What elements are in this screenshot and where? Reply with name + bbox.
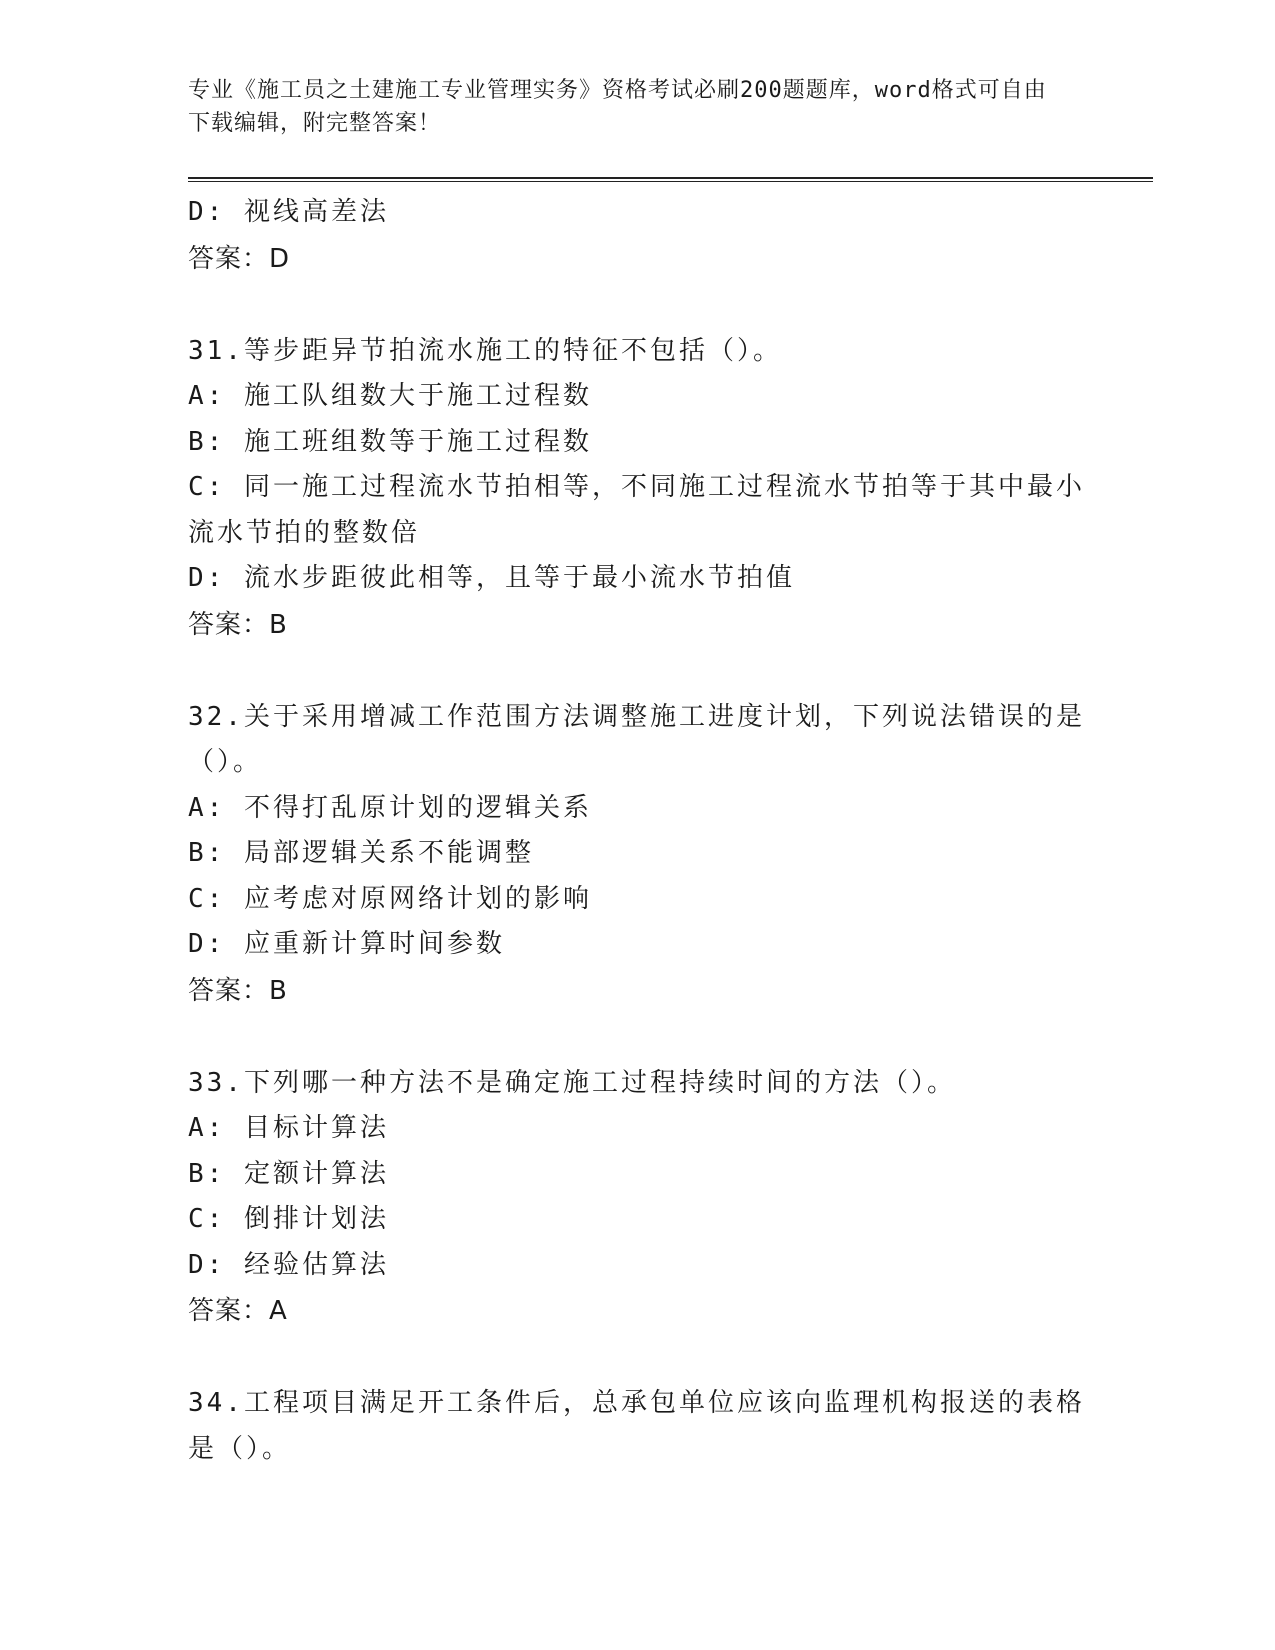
answer-line: 答案：A — [188, 1296, 288, 1326]
option-b: B: 局部逻辑关系不能调整 — [188, 838, 534, 868]
option-a: A: 不得打乱原计划的逻辑关系 — [188, 792, 592, 823]
option-a: A: 施工队组数大于施工过程数 — [188, 381, 592, 411]
option-b: B: 定额计算法 — [188, 1158, 389, 1189]
document-header: 专业《施工员之土建施工专业管理实务》资格考试必刷200题题库，word格式可自由下载编辑，附完整答案！ — [188, 78, 1047, 136]
option-c: C: 倒排计划法 — [188, 1204, 389, 1234]
answer-line: 答案：B — [188, 609, 288, 640]
answer-line: 答案：B — [188, 975, 288, 1006]
question-text: 34.工程项目满足开工条件后，总承包单位应该向监理机构报送的表格 — [188, 1388, 1085, 1418]
question-text: 33.下列哪一种方法不是确定施工过程持续时间的方法（）。 — [188, 1067, 956, 1098]
option-d: D: 经验估算法 — [188, 1249, 389, 1280]
header-divider — [188, 177, 1153, 182]
question-30-tail — [188, 190, 1088, 282]
option-b: B: 施工班组数等于施工过程数 — [188, 426, 592, 457]
option-d: D: 流水步距彼此相等，且等于最小流水节拍值 — [188, 563, 795, 593]
option-c-continued: 流水节拍的整数倍 — [188, 517, 421, 548]
question-text-continued: 是（）。 — [188, 1433, 292, 1464]
option-d: D: 应重新计算时间参数 — [188, 929, 505, 959]
option-c: C: 应考虑对原网络计划的影响 — [188, 883, 592, 914]
question-31 — [188, 329, 1088, 648]
question-34 — [188, 1381, 1088, 1472]
option-a: A: 目标计算法 — [188, 1113, 389, 1143]
answer-line: 答案：D — [188, 243, 291, 274]
question-text: 31.等步距异节拍流水施工的特征不包括（）。 — [188, 335, 782, 366]
question-text: 32.关于采用增减工作范围方法调整施工进度计划，下列说法错误的是 — [188, 701, 1085, 732]
question-text-continued: （）。 — [188, 747, 263, 777]
question-32 — [188, 695, 1088, 1014]
question-list — [188, 190, 1088, 1472]
option-d: D: 视线高差法 — [188, 197, 389, 227]
question-33 — [188, 1061, 1088, 1335]
option-c: C: 同一施工过程流水节拍相等，不同施工过程流水节拍等于其中最小 — [188, 472, 1085, 502]
